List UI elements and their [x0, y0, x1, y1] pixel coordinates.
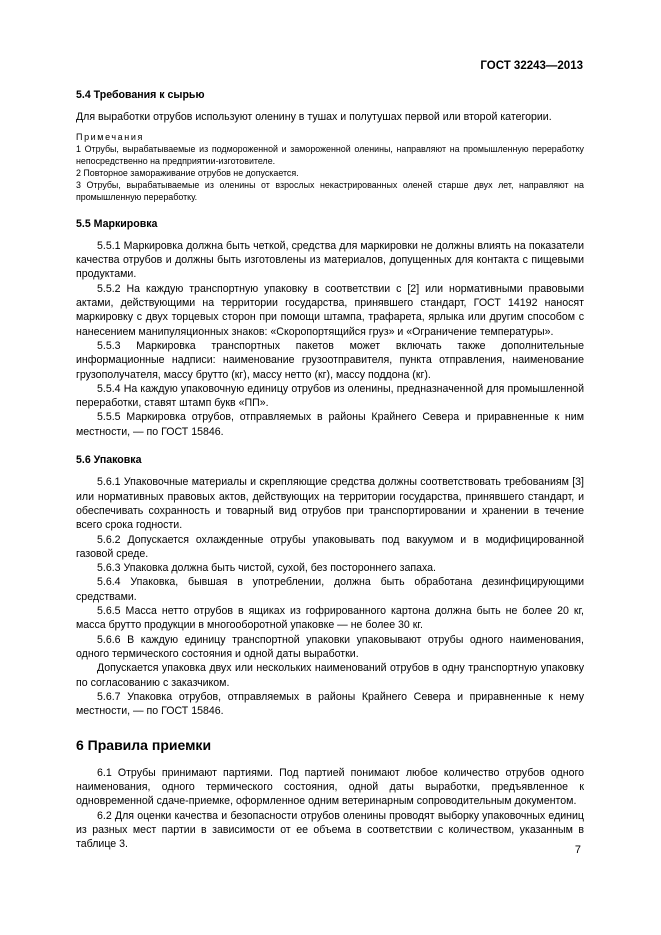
section-title-5-4: 5.4 Требования к сырью [76, 89, 205, 101]
document-code: ГОСТ 32243—2013 [480, 60, 583, 72]
paragraph: Допускается упаковка двух или нескольких наименований отрубов в одну транспортную упаковку по согласованию с заказчиком. [76, 662, 584, 689]
section-title-5-5: 5.5 Маркировка [76, 217, 158, 230]
paragraph: 5.6.6 В каждую единицу транспортной упаковки упаковывают отрубы одного наименования, одного термического состояния и одной даты выработки. [76, 633, 584, 660]
notes-title: Примечания [76, 131, 144, 142]
paragraph: 5.6.5 Масса нетто отрубов в ящиках из гофрированного картона должна быть не более 20 кг, масса брутто продукции в многооборотной упаковке — не более 30 кг. [76, 605, 584, 632]
paragraph: 5.6.2 Допускается охлажденные отрубы упаковывать под вакуумом и в модифицированной газовой среде. [76, 533, 584, 560]
paragraph: 5.6.1 Упаковочные материалы и скрепляющие средства должны соответствовать требованиям [3] или нормативных правовых актов, действующих на территории государства, принявшего стандарт, и обеспечивать сохранность и товарный вид отрубов при транспортировании и хранении в течение всего срока годности. [76, 476, 584, 532]
note-item: 3 Отрубы, вырабатываемые из оленины от взрослых некастрированных оленей старше двух лет, направляют на промышленную переработку. [76, 179, 584, 202]
note-item: 1 Отрубы, вырабатываемые из подмороженной и замороженной оленины, направляют на промышленную переработку непосредственно на предприятии-изготовителе. [76, 143, 584, 166]
paragraph: 5.6.3 Упаковка должна быть чистой, сухой, без постороннего запаха. [97, 562, 436, 575]
paragraph: 5.5.4 На каждую упаковочную единицу отрубов из оленины, предназначенной для промышленной переработки, ставят штамп букв «ПП». [76, 382, 584, 410]
section-title-5-6: 5.6 Упаковка [76, 454, 142, 467]
paragraph: 5.5.1 Маркировка должна быть четкой, средства для маркировки не должны влиять на показатели качества отрубов и должны быть изготовлены из материалов, допущенных для контакта с пищевыми продуктами. [76, 239, 584, 281]
paragraph: 6.2 Для оценки качества и безопасности отрубов оленины проводят выборку упаковочных единиц из разных мест партии в зависимости от ее объема в соответствии с количеством, указанным в таблице 3. [76, 809, 584, 851]
note-item: 2 Повторное замораживание отрубов не допускается. [76, 167, 299, 178]
paragraph: 5.5.3 Маркировка транспортных пакетов может включать также дополнительные информационные надписи: наименование грузоотправителя, пункта отправления, наименование грузополучателя, массу брутто (кг), массу нетто (кг), массу поддона (кг). [76, 339, 584, 381]
paragraph: 5.5.5 Маркировка отрубов, отправляемых в районы Крайнего Севера и приравненные к ним местности, — по ГОСТ 15846. [76, 411, 584, 438]
paragraph: 5.5.2 На каждую транспортную упаковку в соответствии с [2] или нормативными правовыми актами, действующими на территории государства, принявшего стандарт, ГОСТ 14192 наносят маркировку с двух торцевых сторон при помощи штампа, трафарета, ярлыка или другим способом с нанесением манипуляционных знаков: «Скоропортящийся груз» и «Ограничение температуры». [76, 282, 584, 338]
page-body [76, 88, 584, 851]
section-title-6: 6 Правила приемки [76, 737, 212, 754]
paragraph: Для выработки отрубов используют оленину в тушах и полутушах первой или второй категории. [76, 111, 552, 124]
paragraph: 5.6.4 Упаковка, бывшая в употреблении, должна быть обработана дезинфицирующими средствами. [76, 576, 584, 603]
paragraph: 6.1 Отрубы принимают партиями. Под партией понимают любое количество отрубов одного наименования, одного термического состояния, одной даты выработки, предъявленное к одновременной сдаче-приемке, оформленное одним ветеринарным сопроводительным документом. [76, 766, 584, 808]
paragraph: 5.6.7 Упаковка отрубов, отправляемых в районы Крайнего Севера и приравненные к нему местности, — по ГОСТ 15846. [76, 690, 584, 718]
page-number: 7 [574, 844, 581, 856]
